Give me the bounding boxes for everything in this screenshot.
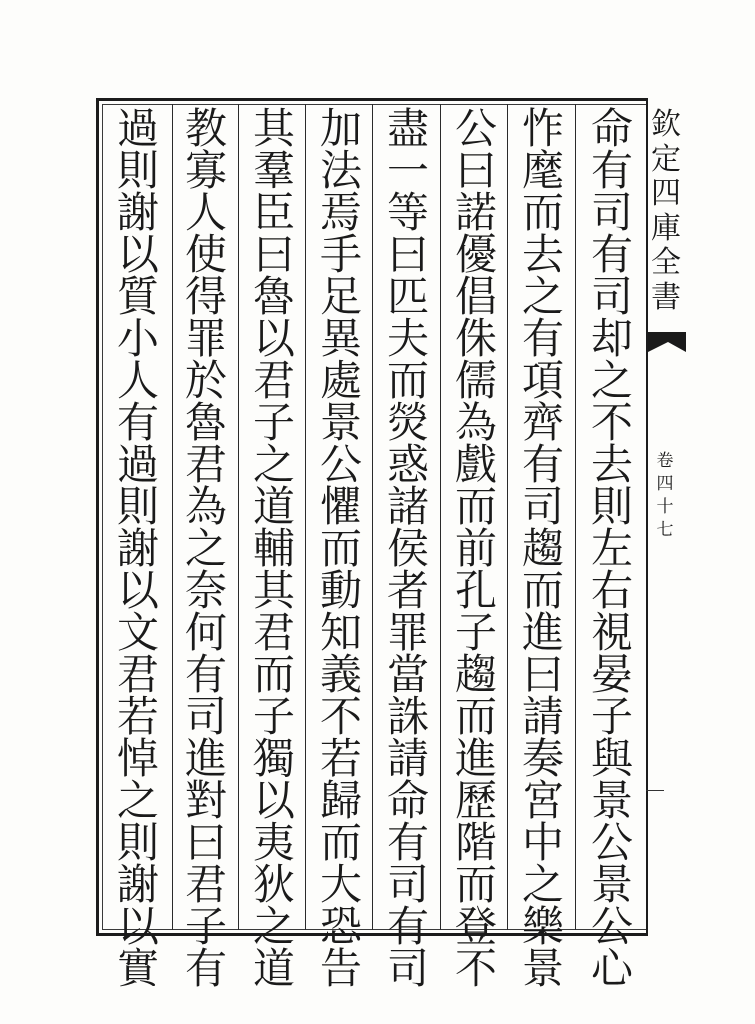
text-char: 不 <box>319 692 362 741</box>
text-char: 之 <box>590 356 633 405</box>
text-char: 輔 <box>252 524 295 573</box>
text-char: 景 <box>590 776 633 825</box>
text-char: 而 <box>521 188 564 237</box>
text-char: 子 <box>184 902 227 951</box>
text-char: 魯 <box>184 398 227 447</box>
text-char: 請 <box>521 692 564 741</box>
text-char: 請 <box>386 734 429 783</box>
text-char: 奈 <box>184 566 227 615</box>
text-char: 晏 <box>590 650 633 699</box>
text-char: 過 <box>116 104 159 153</box>
text-char: 歷 <box>454 776 497 825</box>
text-char: 匹 <box>386 272 429 321</box>
spine-volume-char: 七 <box>656 519 674 540</box>
text-char: 誅 <box>386 692 429 741</box>
text-char: 命 <box>590 104 633 153</box>
text-char: 則 <box>116 818 159 867</box>
text-char: 教 <box>184 104 227 153</box>
text-char: 君 <box>252 356 295 405</box>
text-char: 之 <box>252 902 295 951</box>
text-char: 前 <box>454 524 497 573</box>
text-column-7 <box>176 104 236 993</box>
column-rule <box>440 104 441 930</box>
spine-title <box>646 108 686 315</box>
column-rule <box>172 104 173 930</box>
spine-volume <box>650 450 680 542</box>
text-char: 若 <box>319 734 362 783</box>
text-char: 曰 <box>521 650 564 699</box>
text-char: 而 <box>454 692 497 741</box>
text-char: 趨 <box>454 650 497 699</box>
text-char: 手 <box>319 230 362 279</box>
text-char: 道 <box>252 944 295 993</box>
text-char: 優 <box>454 230 497 279</box>
spine-title-char: 四 <box>651 176 681 211</box>
text-char: 曰 <box>386 230 429 279</box>
text-char: 侏 <box>454 314 497 363</box>
text-char: 之 <box>521 860 564 909</box>
text-char: 進 <box>521 608 564 657</box>
text-char: 足 <box>319 272 362 321</box>
text-char: 有 <box>184 944 227 993</box>
text-char: 景 <box>521 944 564 993</box>
text-char: 文 <box>116 608 159 657</box>
text-char: 命 <box>386 776 429 825</box>
text-char: 有 <box>521 440 564 489</box>
text-char: 諸 <box>386 482 429 531</box>
text-char: 子 <box>252 398 295 447</box>
text-char: 得 <box>184 272 227 321</box>
text-column-1 <box>582 104 642 993</box>
column-rule <box>238 104 239 930</box>
text-char: 夷 <box>252 818 295 867</box>
text-char: 為 <box>184 482 227 531</box>
text-char: 公 <box>590 818 633 867</box>
text-char: 一 <box>386 146 429 195</box>
text-char: 有 <box>590 230 633 279</box>
text-char: 司 <box>386 860 429 909</box>
text-char: 等 <box>386 188 429 237</box>
text-char: 人 <box>184 188 227 237</box>
text-char: 宮 <box>521 776 564 825</box>
text-char: 公 <box>454 104 497 153</box>
text-char: 何 <box>184 608 227 657</box>
text-char: 去 <box>521 230 564 279</box>
text-char: 其 <box>252 104 295 153</box>
text-char: 惑 <box>386 440 429 489</box>
text-char: 麾 <box>521 146 564 195</box>
text-char: 君 <box>116 650 159 699</box>
text-char: 有 <box>386 902 429 951</box>
text-char: 戲 <box>454 440 497 489</box>
text-char: 登 <box>454 902 497 951</box>
text-char: 以 <box>252 314 295 363</box>
spine-volume-char: 四 <box>656 473 674 494</box>
text-char: 而 <box>521 566 564 615</box>
text-char: 景 <box>590 860 633 909</box>
spine-title-char: 欽 <box>651 107 681 142</box>
text-char: 知 <box>319 608 362 657</box>
text-char: 過 <box>116 440 159 489</box>
text-char: 義 <box>319 650 362 699</box>
text-char: 司 <box>590 272 633 321</box>
text-column-8 <box>108 104 168 993</box>
text-char: 懼 <box>319 482 362 531</box>
text-char: 若 <box>116 692 159 741</box>
text-char: 不 <box>590 398 633 447</box>
column-rule <box>507 104 508 930</box>
text-char: 子 <box>252 692 295 741</box>
text-char: 告 <box>319 944 362 993</box>
text-char: 之 <box>116 776 159 825</box>
text-char: 君 <box>184 440 227 489</box>
text-char: 熒 <box>386 398 429 447</box>
text-char: 儒 <box>454 356 497 405</box>
text-char: 寡 <box>184 146 227 195</box>
text-char: 有 <box>116 398 159 447</box>
text-column-4 <box>378 104 438 993</box>
text-column-5 <box>311 104 371 993</box>
text-char: 君 <box>184 860 227 909</box>
text-char: 以 <box>252 776 295 825</box>
text-char: 恐 <box>319 902 362 951</box>
text-char: 謝 <box>116 188 159 237</box>
text-char: 怍 <box>521 104 564 153</box>
text-char: 而 <box>252 650 295 699</box>
text-char: 諾 <box>454 188 497 237</box>
text-char: 其 <box>252 566 295 615</box>
text-char: 曰 <box>184 818 227 867</box>
text-char: 有 <box>184 650 227 699</box>
text-char: 道 <box>252 482 295 531</box>
text-char: 中 <box>521 818 564 867</box>
text-char: 謝 <box>116 860 159 909</box>
text-char: 之 <box>184 524 227 573</box>
text-char: 君 <box>252 608 295 657</box>
spine-title-char: 定 <box>651 141 681 177</box>
text-column-6 <box>244 104 304 993</box>
text-char: 子 <box>590 692 633 741</box>
text-char: 曰 <box>454 146 497 195</box>
text-char: 夫 <box>386 314 429 363</box>
column-rule <box>372 104 373 930</box>
text-char: 處 <box>319 356 362 405</box>
text-char: 則 <box>116 482 159 531</box>
spine-volume-char: 卷 <box>656 451 674 471</box>
text-char: 法 <box>319 146 362 195</box>
text-char: 却 <box>590 314 633 363</box>
text-char: 悼 <box>116 734 159 783</box>
text-char: 臣 <box>252 188 295 237</box>
text-char: 獨 <box>252 734 295 783</box>
text-char: 質 <box>116 272 159 321</box>
text-char: 對 <box>184 776 227 825</box>
text-char: 魯 <box>252 272 295 321</box>
text-char: 曰 <box>252 230 295 279</box>
text-char: 階 <box>454 818 497 867</box>
text-char: 齊 <box>521 398 564 447</box>
text-char: 有 <box>386 818 429 867</box>
text-char: 則 <box>116 146 159 195</box>
text-char: 進 <box>454 734 497 783</box>
text-char: 以 <box>116 566 159 615</box>
text-char: 於 <box>184 356 227 405</box>
text-char: 去 <box>590 440 633 489</box>
spine-title-char: 書 <box>651 279 681 315</box>
text-char: 盡 <box>386 104 429 153</box>
column-rule <box>305 104 306 930</box>
text-char: 視 <box>590 608 633 657</box>
column-rule <box>575 104 576 930</box>
text-column-3 <box>446 104 506 993</box>
fishtail-mark-icon <box>646 330 690 354</box>
text-char: 狄 <box>252 860 295 909</box>
text-char: 與 <box>590 734 633 783</box>
text-char: 謝 <box>116 524 159 573</box>
spine-volume-char: 十 <box>656 496 674 517</box>
text-char: 司 <box>184 692 227 741</box>
text-char: 進 <box>184 734 227 783</box>
text-char: 歸 <box>319 776 362 825</box>
text-char: 人 <box>116 356 159 405</box>
text-char: 大 <box>319 860 362 909</box>
text-char: 左 <box>590 524 633 573</box>
text-char: 不 <box>454 944 497 993</box>
text-char: 小 <box>116 314 159 363</box>
text-char: 而 <box>319 524 362 573</box>
text-char: 奏 <box>521 734 564 783</box>
spine-tick <box>646 790 664 791</box>
text-char: 景 <box>319 398 362 447</box>
text-char: 趨 <box>521 524 564 573</box>
spine-title-char: 全 <box>651 245 681 280</box>
text-char: 焉 <box>319 188 362 237</box>
text-char: 子 <box>454 608 497 657</box>
spine-title-char: 庫 <box>651 210 681 246</box>
text-char: 項 <box>521 356 564 405</box>
text-char: 異 <box>319 314 362 363</box>
text-char: 司 <box>386 944 429 993</box>
text-char: 羣 <box>252 146 295 195</box>
text-char: 加 <box>319 104 362 153</box>
text-char: 司 <box>521 482 564 531</box>
text-char: 則 <box>590 482 633 531</box>
text-char: 樂 <box>521 902 564 951</box>
text-char: 動 <box>319 566 362 615</box>
text-char: 有 <box>521 314 564 363</box>
text-char: 者 <box>386 566 429 615</box>
text-char: 以 <box>116 230 159 279</box>
text-column-2 <box>513 104 573 993</box>
text-char: 為 <box>454 398 497 447</box>
text-char: 公 <box>319 440 362 489</box>
text-char: 而 <box>386 356 429 405</box>
text-char: 以 <box>116 902 159 951</box>
text-char: 公 <box>590 902 633 951</box>
text-char: 司 <box>590 188 633 237</box>
text-char: 有 <box>590 146 633 195</box>
text-char: 罪 <box>184 314 227 363</box>
text-char: 心 <box>590 944 633 993</box>
text-char: 右 <box>590 566 633 615</box>
text-char: 之 <box>252 440 295 489</box>
text-char: 侯 <box>386 524 429 573</box>
text-char: 而 <box>319 818 362 867</box>
text-char: 實 <box>116 944 159 993</box>
text-char: 使 <box>184 230 227 279</box>
text-char: 倡 <box>454 272 497 321</box>
text-char: 而 <box>454 860 497 909</box>
text-char: 孔 <box>454 566 497 615</box>
text-char: 當 <box>386 650 429 699</box>
text-char: 之 <box>521 272 564 321</box>
text-char: 而 <box>454 482 497 531</box>
text-char: 罪 <box>386 608 429 657</box>
